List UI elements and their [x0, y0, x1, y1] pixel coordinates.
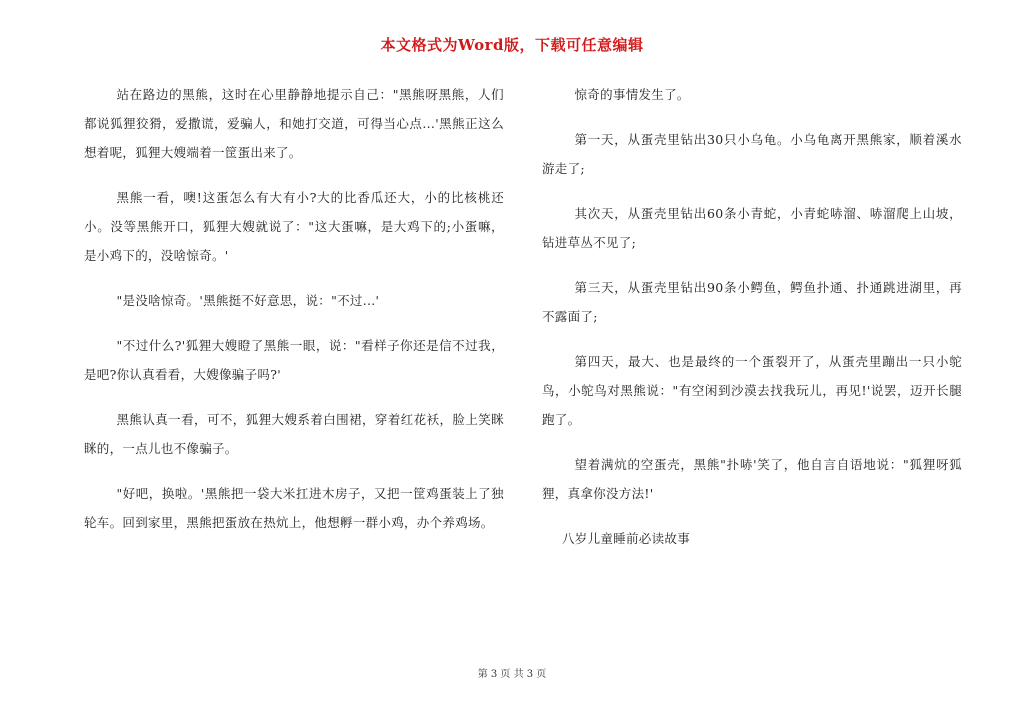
- paragraph: "是没啥惊奇。'黑熊挺不好意思，说："不过...': [116, 293, 380, 308]
- paragraph: 望着满炕的空蛋壳，黑熊"扑哧'笑了，他自言自语地说："狐狸呀狐狸，真拿你没方法!': [542, 457, 962, 501]
- story-title-line: 八岁儿童睡前必读故事: [562, 531, 691, 546]
- paragraph: "不过什么?'狐狸大嫂瞪了黑熊一眼，说："看样子你还是信不过我，是吧?你认真看看，大嫂像骗子吗?': [84, 338, 504, 382]
- right-column: [542, 80, 962, 569]
- paragraph: 惊奇的事情发生了。: [574, 87, 690, 102]
- paragraph: 第三天，从蛋壳里钻出90条小鳄鱼，鳄鱼扑通、扑通跳进湖里，再不露面了;: [542, 280, 962, 324]
- paragraph: 黑熊认真一看，可不，狐狸大嫂系着白围裙，穿着红花袄，脸上笑眯眯的，一点儿也不像骗子。: [84, 412, 504, 456]
- paragraph: 黑熊一看，噢!这蛋怎么有大有小?大的比香瓜还大，小的比核桃还小。没等黑熊开口，狐狸大嫂就说了："这大蛋嘛，是大鸡下的;小蛋嘛，是小鸡下的，没啥惊奇。': [84, 190, 504, 263]
- paragraph: 其次天，从蛋壳里钻出60条小青蛇，小青蛇哧溜、哧溜爬上山坡，钻进草丛不见了;: [542, 206, 962, 250]
- paragraph: "好吧，换啦。'黑熊把一袋大米扛进木房子，又把一筐鸡蛋装上了独轮车。回到家里，黑熊把蛋放在热炕上，他想孵一群小鸡，办个养鸡场。: [84, 486, 504, 530]
- document-header: 本文格式为Word版，下载可任意编辑: [380, 36, 644, 54]
- page-number: 第 3 页 共 3 页: [477, 669, 547, 680]
- paragraph: 第四天，最大、也是最终的一个蛋裂开了，从蛋壳里蹦出一只小鸵鸟，小鸵鸟对黑熊说："有空闲到沙漠去找我玩儿，再见!'说罢，迈开长腿跑了。: [542, 354, 962, 427]
- left-column: [84, 80, 504, 553]
- paragraph: 站在路边的黑熊，这时在心里静静地提示自己："黑熊呀黑熊，人们都说狐狸狡猾，爱撒谎，爱骗人，和她打交道，可得当心点...'黑熊正这么想着呢，狐狸大嫂端着一筐蛋出来了。: [84, 87, 504, 160]
- paragraph: 第一天，从蛋壳里钻出30只小乌龟。小乌龟离开黑熊家，顺着溪水游走了;: [542, 132, 962, 176]
